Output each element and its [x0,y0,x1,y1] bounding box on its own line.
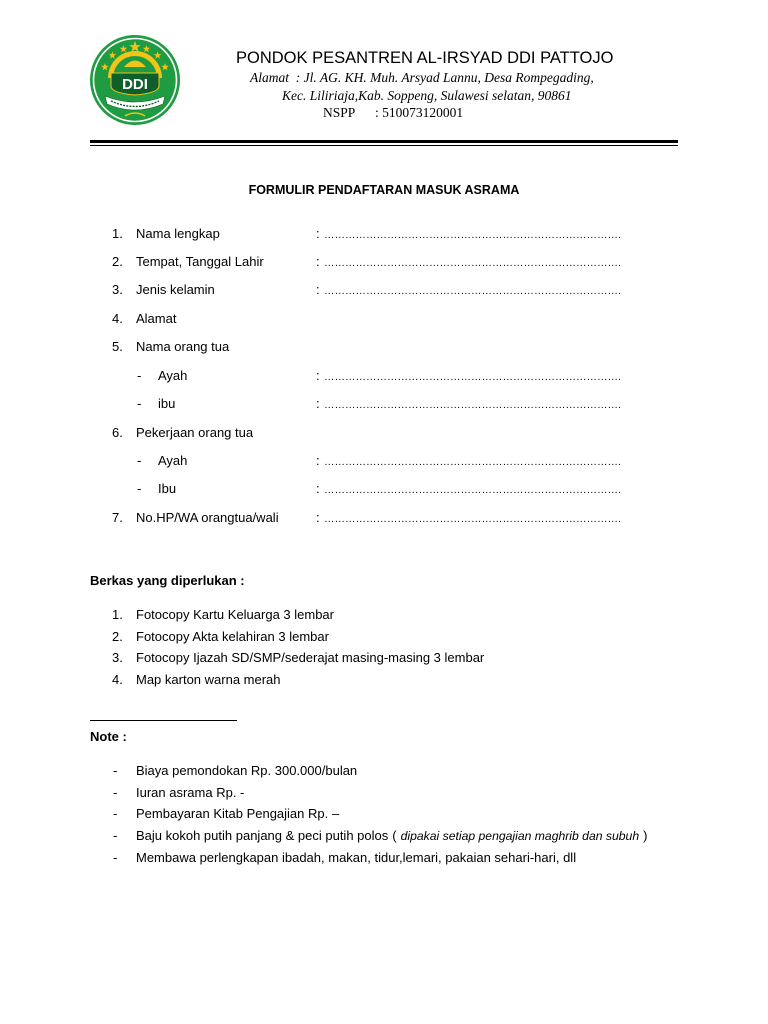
form-subfield-pekerjaan-ibu [0,480,768,498]
note-paren-close: ) [643,828,648,843]
form-field-alamat [0,310,768,328]
note-item-kitab-pengajian [0,805,768,823]
note-text: Biaya pemondokan Rp. 300.000/bulan [136,763,358,778]
field-colon: : [316,254,320,269]
fill-in-dotted-line: …………………………………………………………………………. [324,399,621,411]
note-bullet: - [113,850,118,865]
requirement-text: Fotocopy Ijazah SD/SMP/sederajat masing-masing 3 lembar [136,650,485,665]
address-line-2: Kec. Liliriaja,Kab. Soppeng, Sulawesi selatan, 90861 [282,88,572,103]
field-colon: : [316,453,320,468]
sub-label: Ibu [158,481,177,496]
note-heading: Note : [90,729,127,744]
note-bullet: - [113,763,118,778]
requirement-item [0,628,768,646]
requirement-item [0,649,768,667]
field-number: 2. [112,254,123,269]
requirement-number: 2. [112,629,123,644]
form-field-jenis-kelamin [0,281,768,299]
sub-label: ibu [158,396,176,411]
field-label: No.HP/WA orangtua/wali [136,510,279,525]
field-colon: : [316,368,320,383]
requirement-item [0,606,768,624]
fill-in-dotted-line: …………………………………………………………………………. [324,371,621,383]
header-divider-thin [90,145,678,146]
school-logo [89,34,181,126]
field-colon: : [316,481,320,496]
field-number: 4. [112,311,123,326]
note-text-main: Baju kokoh putih panjang & peci putih polos [136,828,389,843]
requirement-text: Fotocopy Akta kelahiran 3 lembar [136,629,329,644]
school-name: PONDOK PESANTREN AL-IRSYAD DDI PATTOJO [236,49,614,67]
form-title: FORMULIR PENDAFTARAN MASUK ASRAMA [248,183,520,197]
sub-bullet: - [137,481,142,496]
note-item-dress-code [0,827,768,845]
field-label: Nama lengkap [136,226,220,241]
field-colon: : [316,226,320,241]
form-field-nama-lengkap [0,225,768,243]
note-item-perlengkapan [0,849,768,867]
field-label: Jenis kelamin [136,282,215,297]
note-text: Iuran asrama Rp. - [136,785,245,800]
form-subfield-nama-ayah [0,367,768,385]
note-text-italic: dipakai setiap pengajian maghrib dan subuh [400,829,640,843]
requirement-number: 3. [112,650,123,665]
fill-in-dotted-line: …………………………………………………………………………. [324,229,621,241]
field-label: Tempat, Tanggal Lahir [136,254,264,269]
form-field-tempat-tanggal-lahir [0,253,768,271]
field-colon: : [316,510,320,525]
sub-bullet: - [137,396,142,411]
form-subfield-nama-ibu [0,395,768,413]
requirement-text: Fotocopy Kartu Keluarga 3 lembar [136,607,334,622]
requirement-text: Map karton warna merah [136,672,281,687]
note-item-biaya-pemondokan [0,762,768,780]
requirement-item [0,671,768,689]
note-separator-line [90,720,237,721]
form-field-pekerjaan-orang-tua [0,424,768,442]
note-bullet: - [113,785,118,800]
sub-label: Ayah [158,368,188,383]
fill-in-dotted-line: …………………………………………………………………………. [324,285,621,297]
address-line-1: Alamat : Jl. AG. KH. Muh. Arsyad Lannu, Desa Rompegading, [250,70,594,85]
note-bullet: - [113,806,118,821]
note-item-iuran-asrama [0,784,768,802]
field-number: 3. [112,282,123,297]
fill-in-dotted-line: …………………………………………………………………………. [324,513,621,525]
fill-in-dotted-line: …………………………………………………………………………. [324,484,621,496]
field-number: 7. [112,510,123,525]
fill-in-dotted-line: …………………………………………………………………………. [324,257,621,269]
field-colon: : [316,396,320,411]
form-field-nama-orang-tua [0,338,768,356]
header-divider-thick [90,140,678,143]
field-number: 6. [112,425,123,440]
note-paren-open: ( [392,828,397,843]
note-text [136,827,647,845]
field-label: Alamat [136,311,177,326]
logo-text: DDI [122,76,148,93]
field-number: 1. [112,226,123,241]
sub-bullet: - [137,453,142,468]
field-number: 5. [112,339,123,354]
field-label: Nama orang tua [136,339,230,354]
nspp-number: NSPP : 510073120001 [323,105,464,120]
note-text: Pembayaran Kitab Pengajian Rp. – [136,806,340,821]
note-bullet: - [113,828,118,843]
requirement-number: 4. [112,672,123,687]
field-colon: : [316,282,320,297]
form-subfield-pekerjaan-ayah [0,452,768,470]
requirement-number: 1. [112,607,123,622]
sub-label: Ayah [158,453,188,468]
fill-in-dotted-line: …………………………………………………………………………. [324,456,621,468]
requirements-heading: Berkas yang diperlukan : [90,573,245,588]
form-field-no-hp-wa [0,509,768,527]
field-label: Pekerjaan orang tua [136,425,254,440]
note-text: Membawa perlengkapan ibadah, makan, tidur,lemari, pakaian sehari-hari, dll [136,850,577,865]
sub-bullet: - [137,368,142,383]
